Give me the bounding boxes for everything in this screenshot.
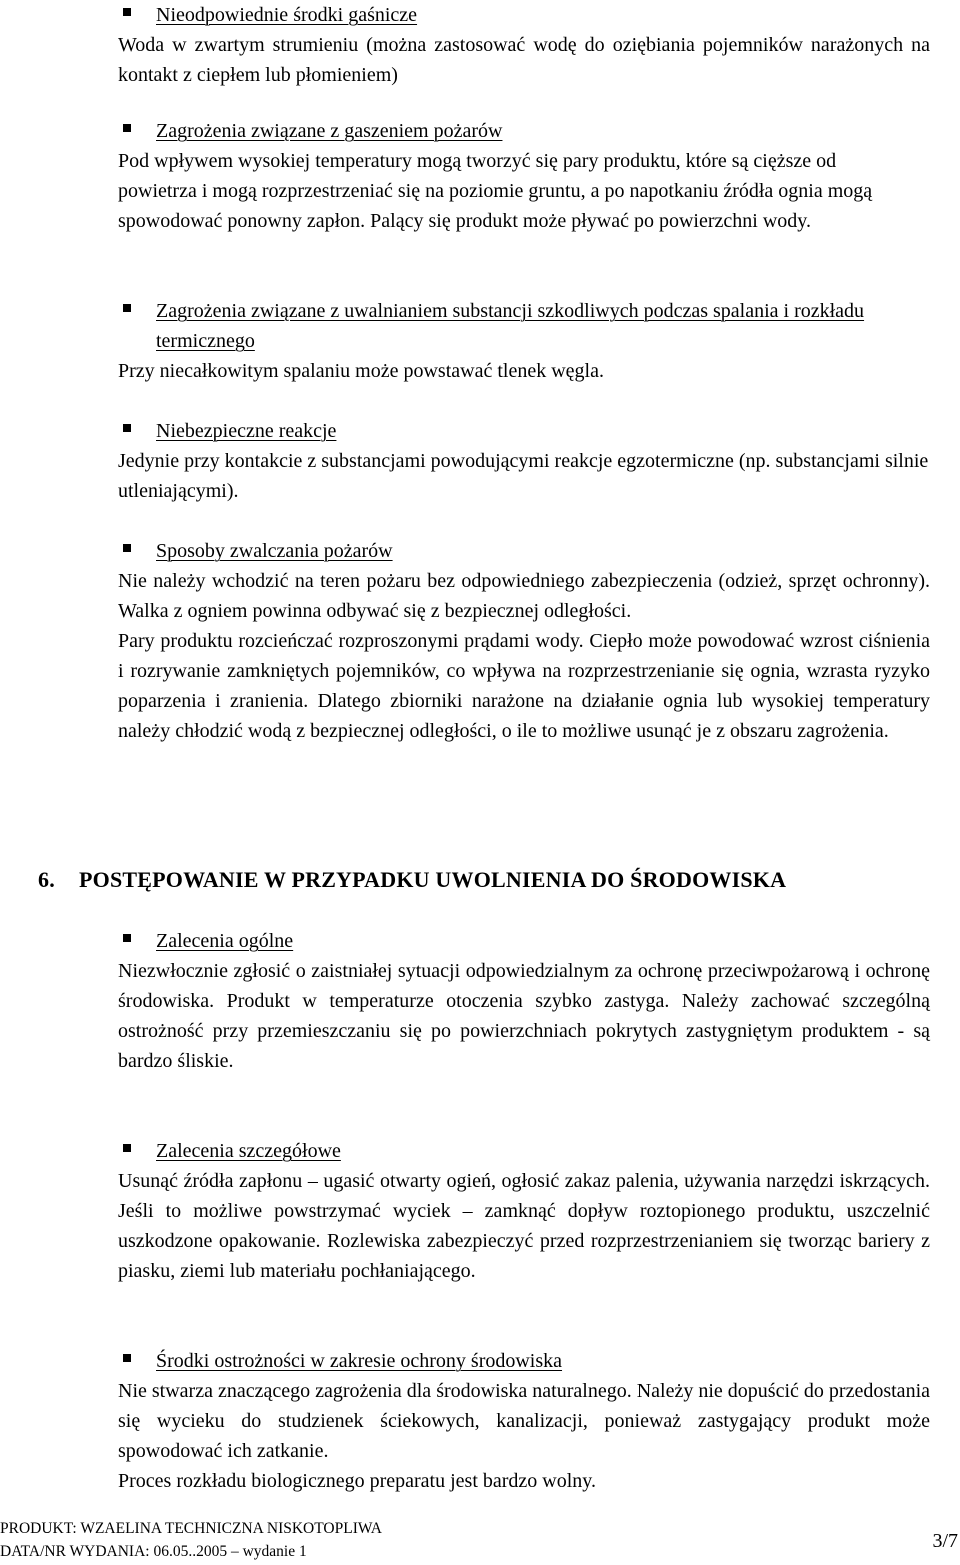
section-paragraph: Nie stwarza znaczącego zagrożenia dla środowiska naturalnego. Należy nie dopuścić do przedostania się wycieku do studzienek ściekowych, kanalizacji, ponieważ zastygający produkt może spowodować ich zatkanie. — [118, 1380, 930, 1462]
footer-edition: DATA/NR WYDANIA: 06.05..2005 – wydanie 1 — [0, 1543, 307, 1560]
section-heading: Zagrożenia związane z gaszeniem pożarów — [118, 116, 930, 146]
section-heading: Zalecenia ogólne — [118, 926, 930, 956]
footer-info — [0, 1517, 382, 1563]
section-heading: Zalecenia szczegółowe — [118, 1136, 930, 1166]
square-bullet-icon — [123, 1144, 131, 1152]
chapter-title: POSTĘPOWANIE W PRZYPADKU UWOLNIENIA DO ŚRODOWISKA — [79, 867, 787, 892]
footer-product: PRODUKT: WZAELINA TECHNICZNA NISKOTOPLIWA — [0, 1520, 382, 1537]
section-detailed-recommendations — [118, 1136, 930, 1286]
section-environmental-precautions — [118, 1346, 930, 1496]
square-bullet-icon — [123, 124, 131, 132]
square-bullet-icon — [123, 1354, 131, 1362]
section-general-recommendations — [118, 926, 930, 1076]
page-number: 3/7 — [932, 1530, 958, 1552]
square-bullet-icon — [123, 934, 131, 942]
section-heading: Środki ostrożności w zakresie ochrony środowiska — [118, 1346, 930, 1376]
chapter-number: 6. — [38, 867, 55, 892]
section-firefighting-methods — [118, 536, 930, 746]
section-combustion-hazards — [118, 296, 930, 386]
section-paragraph: Pod wpływem wysokiej temperatury mogą tworzyć się pary produktu, które są cięższe od powietrza i mogą rozprzestrzeniać się na poziomie gruntu, a po napotkaniu źródła ognia mogą spowodować ponowny zapłon. Palący się produkt może pływać po powierzchni wody. — [118, 150, 873, 232]
section-paragraph: Nie należy wchodzić na teren pożaru bez odpowiedniego zabezpieczenia (odzież, sprzęt ochronny). Walka z ogniem powinna odbywać się z bezpiecznej odległości. — [118, 570, 930, 622]
section-paragraph: Przy niecałkowitym spalaniu może powstawać tlenek węgla. — [118, 360, 604, 382]
square-bullet-icon — [123, 544, 131, 552]
section-paragraph: Pary produktu rozcieńczać rozproszonymi prądami wody. Ciepło może powodować wzrost ciśnienia i rozrywanie zamkniętych pojemników, co wpływa na rozprzestrzenianie się ognia, wzrasta ryzyko poparzenia i zranienia. Dlatego zbiorniki narażone na działanie ognia lub wysokiej temperatury należy chłodzić wodą z bezpiecznej odległości, o ile to możliwe usunąć je z obszaru zagrożenia. — [118, 630, 930, 742]
section-heading: Sposoby zwalczania pożarów — [118, 536, 930, 566]
section-paragraph: Proces rozkładu biologicznego preparatu jest bardzo wolny. — [118, 1470, 596, 1492]
section-dangerous-reactions — [118, 416, 930, 506]
section-heading: Zagrożenia związane z uwalnianiem substancji szkodliwych podczas spalania i rozkładu termicznego — [118, 296, 930, 356]
section-paragraph: Usunąć źródła zapłonu – ugasić otwarty ogień, ogłosić zakaz palenia, używania narzędzi iskrzących. Jeśli to możliwe powstrzymać wyciek – zamknąć dopływ roztopionego produktu, uszczelnić uszkodzone opakowanie. Rozlewiska zabezpieczyć przed rozprzestrzenianiem się tworząc bariery z piasku, ziemi lub materiału pochłaniającego. — [118, 1170, 930, 1282]
square-bullet-icon — [123, 304, 131, 312]
section-paragraph: Jedynie przy kontakcie z substancjami powodującymi reakcje egzotermiczne (np. substancjami silnie utleniającymi). — [118, 450, 929, 502]
section-heading: Nieodpowiednie środki gaśnicze — [118, 0, 930, 30]
square-bullet-icon — [123, 8, 131, 16]
chapter-heading — [38, 864, 928, 896]
square-bullet-icon — [123, 424, 131, 432]
section-firefighting-hazards — [118, 116, 930, 236]
section-extinguishing-media-unsuitable — [118, 0, 930, 90]
section-paragraph: Woda w zwartym strumieniu (można zastosować wodę do oziębiania pojemników narażonych na kontakt z ciepłem lub płomieniem) — [118, 34, 930, 86]
section-paragraph: Niezwłocznie zgłosić o zaistniałej sytuacji odpowiedzialnym za ochronę przeciwpożarową i ochronę środowiska. Produkt w temperaturze otoczenia szybko zastyga. Należy zachować szczególną ostrożność przy przemieszczaniu się po powierzchniach pokrytych zastygniętym produktem - są bardzo śliskie. — [118, 960, 930, 1072]
section-heading: Niebezpieczne reakcje — [118, 416, 930, 446]
